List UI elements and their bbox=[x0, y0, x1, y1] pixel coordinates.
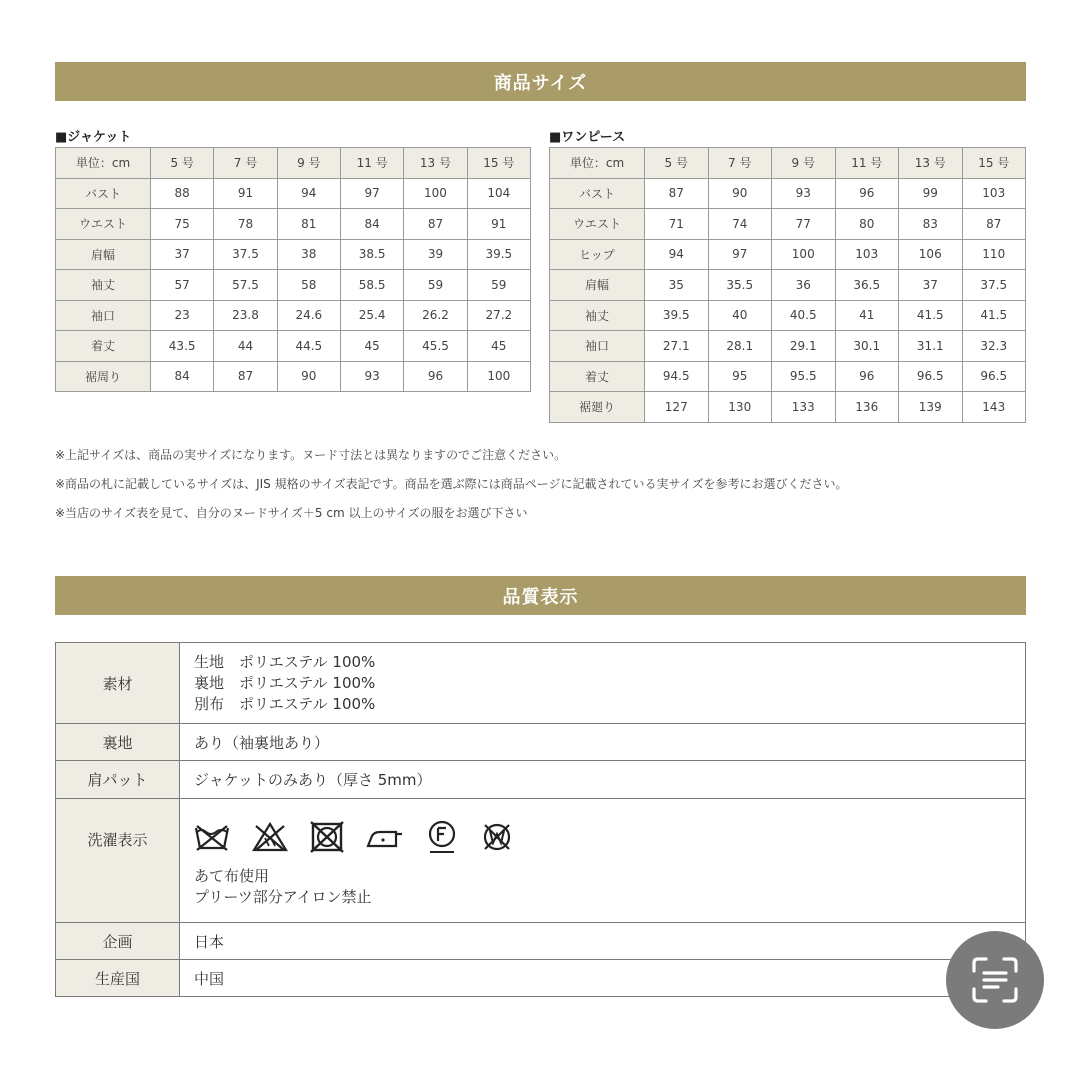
care-label: 洗濯表示 bbox=[56, 799, 180, 923]
material-value bbox=[180, 643, 1026, 724]
material-line: 別布 ポリエステル 100% bbox=[194, 694, 376, 713]
lining-label: 裏地 bbox=[56, 724, 180, 761]
jacket-size-table bbox=[55, 147, 531, 392]
size-header-cell: 5 号 bbox=[645, 148, 709, 179]
no-wet-clean-icon bbox=[480, 821, 514, 853]
lining-value: あり（袖裏地あり） bbox=[180, 724, 1026, 761]
material-line: 裏地 ポリエステル 100% bbox=[194, 673, 376, 692]
measurement-value-cell: 106 bbox=[899, 239, 963, 270]
measurement-value-cell: 58.5 bbox=[340, 270, 403, 301]
planning-label: 企画 bbox=[56, 923, 180, 960]
measurement-value-cell: 95.5 bbox=[772, 361, 836, 392]
size-section-title: 商品サイズ bbox=[55, 62, 1026, 101]
quality-row-material bbox=[56, 643, 1026, 724]
measurement-value-cell: 59 bbox=[404, 270, 467, 301]
measurement-value-cell: 103 bbox=[835, 239, 899, 270]
measurement-value-cell: 99 bbox=[899, 178, 963, 209]
measurement-value-cell: 83 bbox=[899, 209, 963, 240]
measurement-value-cell: 23 bbox=[151, 300, 214, 331]
measurement-value-cell: 127 bbox=[645, 392, 709, 423]
measurement-value-cell: 97 bbox=[340, 178, 403, 209]
size-table-row bbox=[56, 270, 531, 301]
measurement-value-cell: 130 bbox=[708, 392, 772, 423]
measurement-value-cell: 87 bbox=[404, 209, 467, 240]
measurement-value-cell: 88 bbox=[151, 178, 214, 209]
measurement-value-cell: 96.5 bbox=[899, 361, 963, 392]
measurement-value-cell: 30.1 bbox=[835, 331, 899, 362]
planning-value: 日本 bbox=[180, 923, 1026, 960]
measurement-value-cell: 40.5 bbox=[772, 300, 836, 331]
measurement-value-cell: 84 bbox=[151, 361, 214, 392]
measurement-value-cell: 27.2 bbox=[467, 300, 530, 331]
size-table-row bbox=[550, 392, 1026, 423]
shoulder-pad-label: 肩パット bbox=[56, 761, 180, 799]
measurement-label-cell: 袖口 bbox=[56, 300, 151, 331]
measurement-value-cell: 45 bbox=[467, 331, 530, 362]
measurement-value-cell: 36.5 bbox=[835, 270, 899, 301]
measurement-value-cell: 104 bbox=[467, 178, 530, 209]
size-table-row bbox=[56, 209, 531, 240]
care-note: プリーツ部分アイロン禁止 bbox=[194, 887, 372, 906]
measurement-value-cell: 58 bbox=[277, 270, 340, 301]
quality-row-origin bbox=[56, 960, 1026, 997]
size-header-cell: 7 号 bbox=[214, 148, 277, 179]
measurement-value-cell: 80 bbox=[835, 209, 899, 240]
measurement-value-cell: 45 bbox=[340, 331, 403, 362]
measurement-label-cell: ヒップ bbox=[550, 239, 645, 270]
measurement-value-cell: 94 bbox=[277, 178, 340, 209]
measurement-value-cell: 74 bbox=[708, 209, 772, 240]
measurement-value-cell: 100 bbox=[467, 361, 530, 392]
measurement-value-cell: 43.5 bbox=[151, 331, 214, 362]
measurement-label-cell: 肩幅 bbox=[56, 239, 151, 270]
measurement-value-cell: 23.8 bbox=[214, 300, 277, 331]
measurement-value-cell: 40 bbox=[708, 300, 772, 331]
measurement-value-cell: 37 bbox=[899, 270, 963, 301]
measurement-value-cell: 44 bbox=[214, 331, 277, 362]
iron-icon bbox=[366, 824, 404, 850]
measurement-value-cell: 91 bbox=[467, 209, 530, 240]
measurement-label-cell: バスト bbox=[550, 178, 645, 209]
origin-value: 中国 bbox=[180, 960, 1026, 997]
measurement-value-cell: 87 bbox=[962, 209, 1026, 240]
dry-clean-f-icon bbox=[426, 820, 458, 854]
no-wash-icon bbox=[194, 822, 230, 852]
scan-text-icon bbox=[968, 953, 1022, 1007]
measurement-value-cell: 81 bbox=[277, 209, 340, 240]
measurement-value-cell: 93 bbox=[340, 361, 403, 392]
measurement-label-cell: 裾周り bbox=[56, 361, 151, 392]
care-note: あて布使用 bbox=[194, 866, 270, 885]
size-note: ※商品の札に記載しているサイズは、JIS 規格のサイズ表記です。商品を選ぶ際には商品ページに記載されている実サイズを参考にお選びください。 bbox=[55, 477, 848, 491]
material-line: 生地 ポリエステル 100% bbox=[194, 652, 376, 671]
size-table-row bbox=[56, 178, 531, 209]
quality-row-planning bbox=[56, 923, 1026, 960]
measurement-value-cell: 96 bbox=[835, 361, 899, 392]
measurement-value-cell: 59 bbox=[467, 270, 530, 301]
measurement-value-cell: 35.5 bbox=[708, 270, 772, 301]
quality-row-care bbox=[56, 799, 1026, 923]
scan-text-button[interactable] bbox=[946, 931, 1044, 1029]
measurement-label-cell: 袖丈 bbox=[550, 300, 645, 331]
size-table-header-row bbox=[56, 148, 531, 179]
measurement-value-cell: 38 bbox=[277, 239, 340, 270]
size-header-cell: 5 号 bbox=[151, 148, 214, 179]
size-table-row bbox=[550, 331, 1026, 362]
measurement-value-cell: 84 bbox=[340, 209, 403, 240]
measurement-value-cell: 96.5 bbox=[962, 361, 1026, 392]
measurement-value-cell: 45.5 bbox=[404, 331, 467, 362]
measurement-value-cell: 103 bbox=[962, 178, 1026, 209]
size-header-cell: 11 号 bbox=[835, 148, 899, 179]
measurement-value-cell: 24.6 bbox=[277, 300, 340, 331]
measurement-value-cell: 31.1 bbox=[899, 331, 963, 362]
measurement-value-cell: 38.5 bbox=[340, 239, 403, 270]
quality-row-shoulder-pad bbox=[56, 761, 1026, 799]
measurement-value-cell: 32.3 bbox=[962, 331, 1026, 362]
measurement-value-cell: 87 bbox=[645, 178, 709, 209]
no-tumble-dry-icon bbox=[310, 821, 344, 853]
quality-row-lining bbox=[56, 724, 1026, 761]
measurement-value-cell: 97 bbox=[708, 239, 772, 270]
measurement-value-cell: 96 bbox=[835, 178, 899, 209]
measurement-value-cell: 78 bbox=[214, 209, 277, 240]
size-table-row bbox=[56, 300, 531, 331]
measurement-value-cell: 96 bbox=[404, 361, 467, 392]
measurement-value-cell: 39.5 bbox=[467, 239, 530, 270]
size-header-cell: 11 号 bbox=[340, 148, 403, 179]
measurement-value-cell: 28.1 bbox=[708, 331, 772, 362]
measurement-value-cell: 100 bbox=[404, 178, 467, 209]
measurement-value-cell: 41.5 bbox=[962, 300, 1026, 331]
measurement-value-cell: 25.4 bbox=[340, 300, 403, 331]
measurement-label-cell: ウエスト bbox=[550, 209, 645, 240]
care-value bbox=[180, 799, 1026, 923]
dress-table-title: ■ワンピース bbox=[549, 130, 626, 145]
size-table-row bbox=[550, 361, 1026, 392]
size-table-row bbox=[550, 270, 1026, 301]
size-table-row bbox=[56, 331, 531, 362]
measurement-label-cell: 袖口 bbox=[550, 331, 645, 362]
measurement-value-cell: 93 bbox=[772, 178, 836, 209]
measurement-value-cell: 71 bbox=[645, 209, 709, 240]
measurement-value-cell: 136 bbox=[835, 392, 899, 423]
measurement-value-cell: 139 bbox=[899, 392, 963, 423]
measurement-value-cell: 95 bbox=[708, 361, 772, 392]
measurement-value-cell: 36 bbox=[772, 270, 836, 301]
size-header-cell: 13 号 bbox=[404, 148, 467, 179]
size-table-row bbox=[550, 300, 1026, 331]
measurement-value-cell: 100 bbox=[772, 239, 836, 270]
measurement-label-cell: 着丈 bbox=[550, 361, 645, 392]
measurement-value-cell: 39 bbox=[404, 239, 467, 270]
measurement-label-cell: 肩幅 bbox=[550, 270, 645, 301]
measurement-value-cell: 37.5 bbox=[962, 270, 1026, 301]
size-table-row bbox=[550, 209, 1026, 240]
measurement-value-cell: 110 bbox=[962, 239, 1026, 270]
measurement-value-cell: 41.5 bbox=[899, 300, 963, 331]
origin-label: 生産国 bbox=[56, 960, 180, 997]
measurement-value-cell: 90 bbox=[277, 361, 340, 392]
measurement-value-cell: 29.1 bbox=[772, 331, 836, 362]
measurement-value-cell: 90 bbox=[708, 178, 772, 209]
measurement-value-cell: 39.5 bbox=[645, 300, 709, 331]
measurement-label-cell: 袖丈 bbox=[56, 270, 151, 301]
measurement-value-cell: 57 bbox=[151, 270, 214, 301]
measurement-value-cell: 75 bbox=[151, 209, 214, 240]
measurement-label-cell: ウエスト bbox=[56, 209, 151, 240]
quality-section-title: 品質表示 bbox=[55, 576, 1026, 615]
measurement-value-cell: 94 bbox=[645, 239, 709, 270]
measurement-value-cell: 37.5 bbox=[214, 239, 277, 270]
size-note: ※上記サイズは、商品の実サイズになります。ヌード寸法とは異なりますのでご注意ください。 bbox=[55, 448, 567, 462]
measurement-value-cell: 27.1 bbox=[645, 331, 709, 362]
measurement-value-cell: 77 bbox=[772, 209, 836, 240]
measurement-value-cell: 143 bbox=[962, 392, 1026, 423]
measurement-label-cell: 裾廻り bbox=[550, 392, 645, 423]
size-header-cell: 13 号 bbox=[899, 148, 963, 179]
measurement-value-cell: 94.5 bbox=[645, 361, 709, 392]
measurement-value-cell: 35 bbox=[645, 270, 709, 301]
measurement-value-cell: 57.5 bbox=[214, 270, 277, 301]
size-table-header-row bbox=[550, 148, 1026, 179]
measurement-value-cell: 41 bbox=[835, 300, 899, 331]
measurement-value-cell: 26.2 bbox=[404, 300, 467, 331]
measurement-value-cell: 37 bbox=[151, 239, 214, 270]
quality-table bbox=[55, 642, 1026, 997]
size-header-cell: 15 号 bbox=[467, 148, 530, 179]
measurement-value-cell: 44.5 bbox=[277, 331, 340, 362]
care-symbols bbox=[194, 820, 1025, 854]
material-label: 素材 bbox=[56, 643, 180, 724]
unit-header-cell: 単位：cm bbox=[56, 148, 151, 179]
dress-size-table bbox=[549, 147, 1026, 423]
jacket-table-title: ■ジャケット bbox=[55, 130, 132, 145]
measurement-value-cell: 87 bbox=[214, 361, 277, 392]
size-header-cell: 9 号 bbox=[772, 148, 836, 179]
measurement-value-cell: 91 bbox=[214, 178, 277, 209]
size-table-row bbox=[550, 239, 1026, 270]
measurement-label-cell: バスト bbox=[56, 178, 151, 209]
shoulder-pad-value: ジャケットのみあり（厚さ 5mm） bbox=[180, 761, 1026, 799]
measurement-label-cell: 着丈 bbox=[56, 331, 151, 362]
size-table-row bbox=[56, 239, 531, 270]
size-note: ※当店のサイズ表を見て、自分のヌードサイズ＋5 cm 以上のサイズの服をお選び下さい bbox=[55, 506, 528, 520]
size-header-cell: 7 号 bbox=[708, 148, 772, 179]
measurement-value-cell: 133 bbox=[772, 392, 836, 423]
size-header-cell: 9 号 bbox=[277, 148, 340, 179]
no-bleach-icon bbox=[252, 822, 288, 852]
size-header-cell: 15 号 bbox=[962, 148, 1026, 179]
size-table-row bbox=[550, 178, 1026, 209]
size-table-row bbox=[56, 361, 531, 392]
unit-header-cell: 単位：cm bbox=[550, 148, 645, 179]
